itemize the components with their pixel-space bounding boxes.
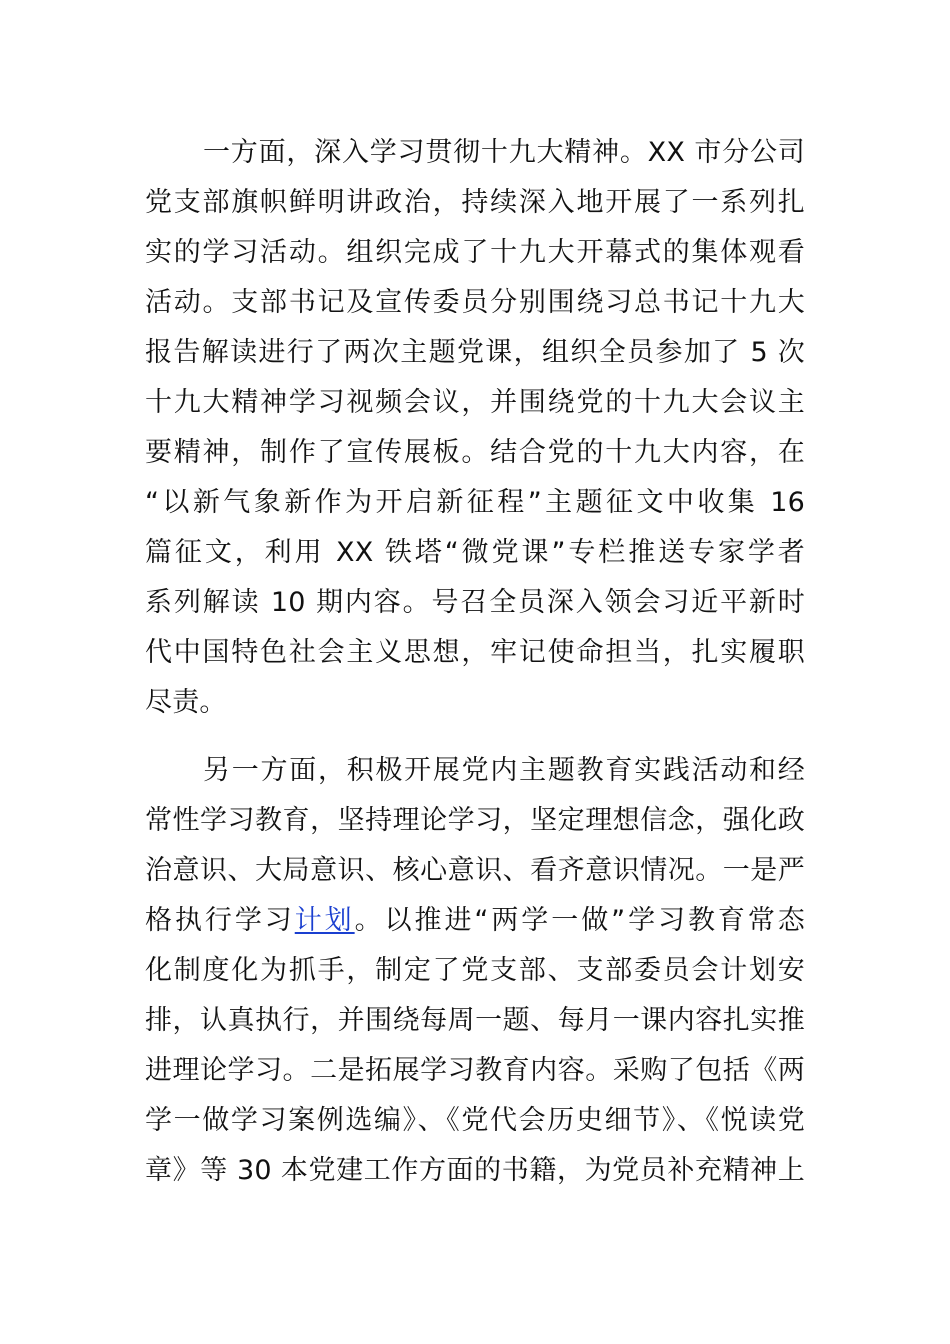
- paragraph-text: 。以推进“两学一做”学习教育常态: [354, 905, 806, 936]
- paragraph-line: 实的学习活动。组织完成了十九大开幕式的集体观看: [145, 237, 805, 268]
- paragraph-line: 章》等 30 本党建工作方面的书籍，为党员补充精神上: [145, 1155, 805, 1186]
- paragraph-line: 代中国特色社会主义思想，牢记使命担当，扎实履职: [145, 637, 805, 668]
- paragraph-line: 党支部旗帜鲜明讲政治，持续深入地开展了一系列扎: [145, 187, 805, 218]
- paragraph-line: 十九大精神学习视频会议，并围绕党的十九大会议主: [145, 387, 805, 418]
- paragraph-text: 格执行学习: [145, 905, 295, 936]
- paragraph-line: 进理论学习。二是拓展学习教育内容。采购了包括《两: [145, 1055, 805, 1086]
- paragraph-line-with-link: [145, 896, 805, 946]
- paragraph-line: 尽责。: [145, 687, 227, 718]
- paragraph-line: 系列解读 10 期内容。号召全员深入领会习近平新时: [145, 587, 805, 618]
- paragraph-line: 活动。支部书记及宣传委员分别围绕习总书记十九大: [145, 287, 805, 318]
- paragraph-line: 常性学习教育，坚持理论学习，坚定理想信念，强化政: [145, 805, 805, 836]
- paragraph-line: 篇征文，利用 XX 铁塔“微党课”专栏推送专家学者: [145, 537, 805, 568]
- paragraph-line: 另一方面，积极开展党内主题教育实践活动和经: [203, 755, 805, 786]
- paragraph-line: 学一做学习案例选编》、《党代会历史细节》、《悦读党: [145, 1105, 805, 1136]
- paragraph-line: 排，认真执行，并围绕每周一题、每月一课内容扎实推: [145, 1005, 805, 1036]
- paragraph-line: “以新气象新作为开启新征程”主题征文中收集 16: [145, 487, 805, 518]
- paragraph-line: 要精神，制作了宣传展板。结合党的十九大内容，在: [145, 437, 805, 468]
- paragraph-line: 治意识、大局意识、核心意识、看齐意识情况。一是严: [145, 855, 805, 886]
- paragraph-line: 化制度化为抓手，制定了党支部、支部委员会计划安: [145, 955, 805, 986]
- plan-link[interactable]: 计划: [294, 905, 355, 936]
- paragraph-line: 报告解读进行了两次主题党课，组织全员参加了 5 次: [145, 337, 805, 368]
- paragraph-line: 一方面，深入学习贯彻十九大精神。XX 市分公司: [203, 137, 805, 168]
